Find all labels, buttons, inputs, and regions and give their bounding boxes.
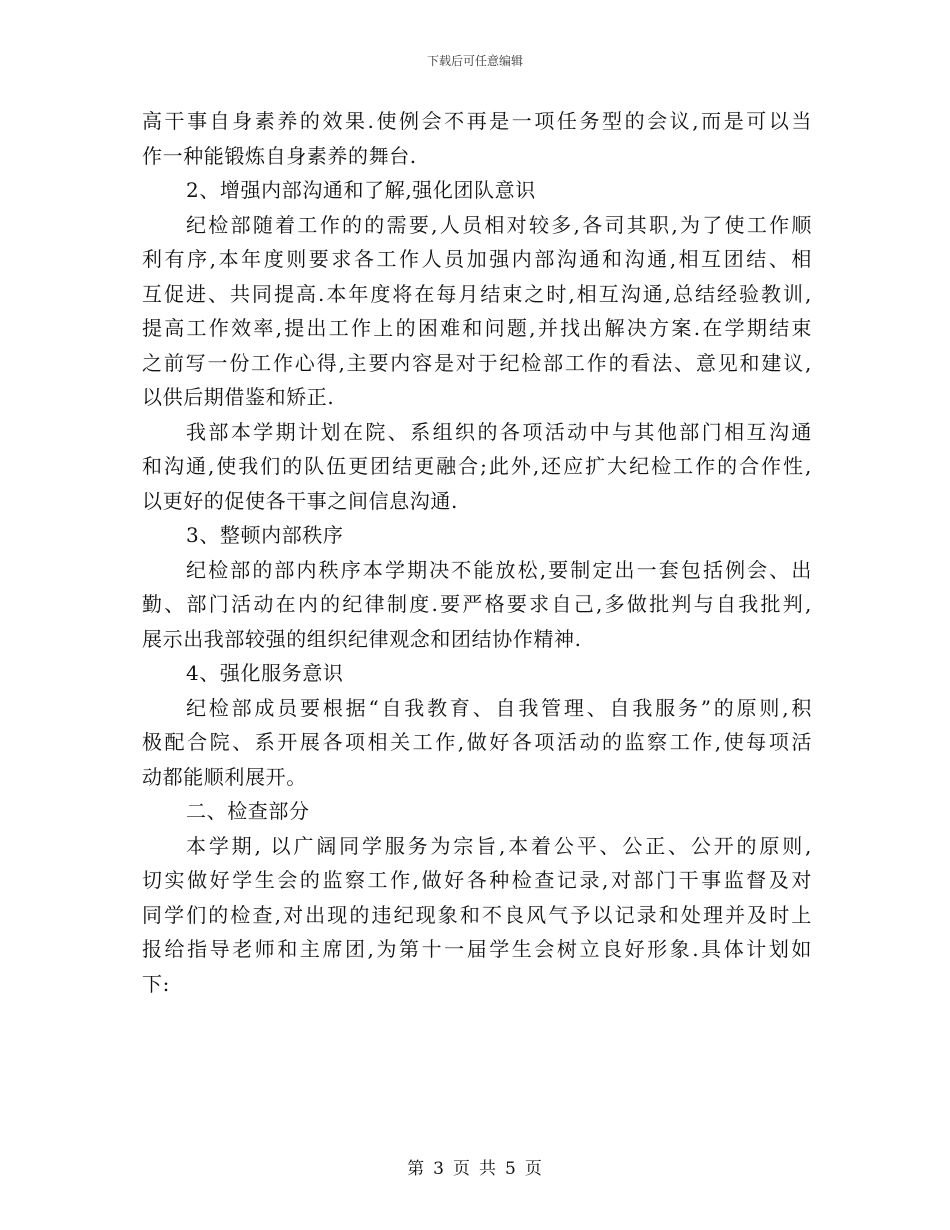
text-line: 利有序,本年度则要求各工作人员加强内部沟通和沟通,相互团结、相 xyxy=(142,247,812,271)
text-line: 以供后期借鉴和矫正. xyxy=(142,385,335,409)
text-line: 报给指导老师和主席团,为第十一届学生会树立良好形象.具体计划如 xyxy=(142,937,812,961)
text-line: 提高工作效率,提出工作上的困难和问题,并找出解决方案.在学期结束 xyxy=(142,316,812,340)
text-line: 以更好的促使各干事之间信息沟通. xyxy=(142,488,458,513)
document-body xyxy=(142,104,812,1001)
footer-page-label: 第 xyxy=(407,1159,426,1179)
text-line: 我部本学期计划在院、系组织的各项活动中与其他部门相互沟通 xyxy=(186,419,812,444)
footer-current-page: 3 xyxy=(433,1159,445,1179)
text-line: 互促进、共同提高.本年度将在每月结束之时,相互沟通,总结经验教训, xyxy=(142,281,812,306)
text-line: 纪检部成员要根据“自我教育、自我管理、自我服务”的原则,积 xyxy=(186,695,812,720)
text-line: 和沟通,使我们的队伍更团结更融合;此外,还应扩大纪检工作的合作性, xyxy=(142,454,812,478)
text-line: 2、增强内部沟通和了解,强化团队意识 xyxy=(186,178,536,202)
text-line: 二、检查部分 xyxy=(186,799,310,823)
text-line: 本学期, 以广阔同学服务为宗旨,本着公平、公正、公开的原则, xyxy=(186,833,812,858)
footer-total-pages: 5 xyxy=(505,1159,517,1179)
page-footer xyxy=(0,1154,950,1179)
footer-page-unit: 页 xyxy=(453,1159,471,1179)
text-line: 同学们的检查,对出现的违纪现象和不良风气予以记录和处理并及时上 xyxy=(142,902,812,927)
text-line: 极配合院、系开展各项相关工作,做好各项活动的监察工作,使每项活 xyxy=(142,730,812,754)
text-line: 勤、部门活动在内的纪律制度.要严格要求自己,多做批判与自我批判, xyxy=(142,592,812,616)
page-header: 下载后可任意编辑 xyxy=(426,54,523,68)
text-line: 切实做好学生会的监察工作,做好各种检查记录,对部门干事监督及对 xyxy=(142,868,812,892)
text-line: 动都能顺利展开。 xyxy=(142,764,307,789)
text-line: 高干事自身素养的效果.使例会不再是一项任务型的会议,而是可以当 xyxy=(142,109,812,133)
text-line: 下: xyxy=(142,971,170,996)
text-line: 作一种能锻炼自身素养的舞台. xyxy=(142,143,417,168)
text-line: 纪检部的部内秩序本学期决不能放松,要制定出一套包括例会、出 xyxy=(186,557,812,582)
text-line: 之前写一份工作心得,主要内容是对于纪检部工作的看法、意见和建议, xyxy=(142,350,812,375)
footer-total-label: 共 xyxy=(479,1159,497,1179)
footer-total-unit: 页 xyxy=(524,1159,543,1179)
text-line: 纪检部随着工作的的需要,人员相对较多,各司其职,为了使工作顺 xyxy=(186,212,812,237)
text-line: 4、强化服务意识 xyxy=(186,661,344,685)
text-line: 3、整顿内部秩序 xyxy=(186,523,344,547)
text-line: 展示出我部较强的组织纪律观念和团结协作精神. xyxy=(142,626,582,651)
